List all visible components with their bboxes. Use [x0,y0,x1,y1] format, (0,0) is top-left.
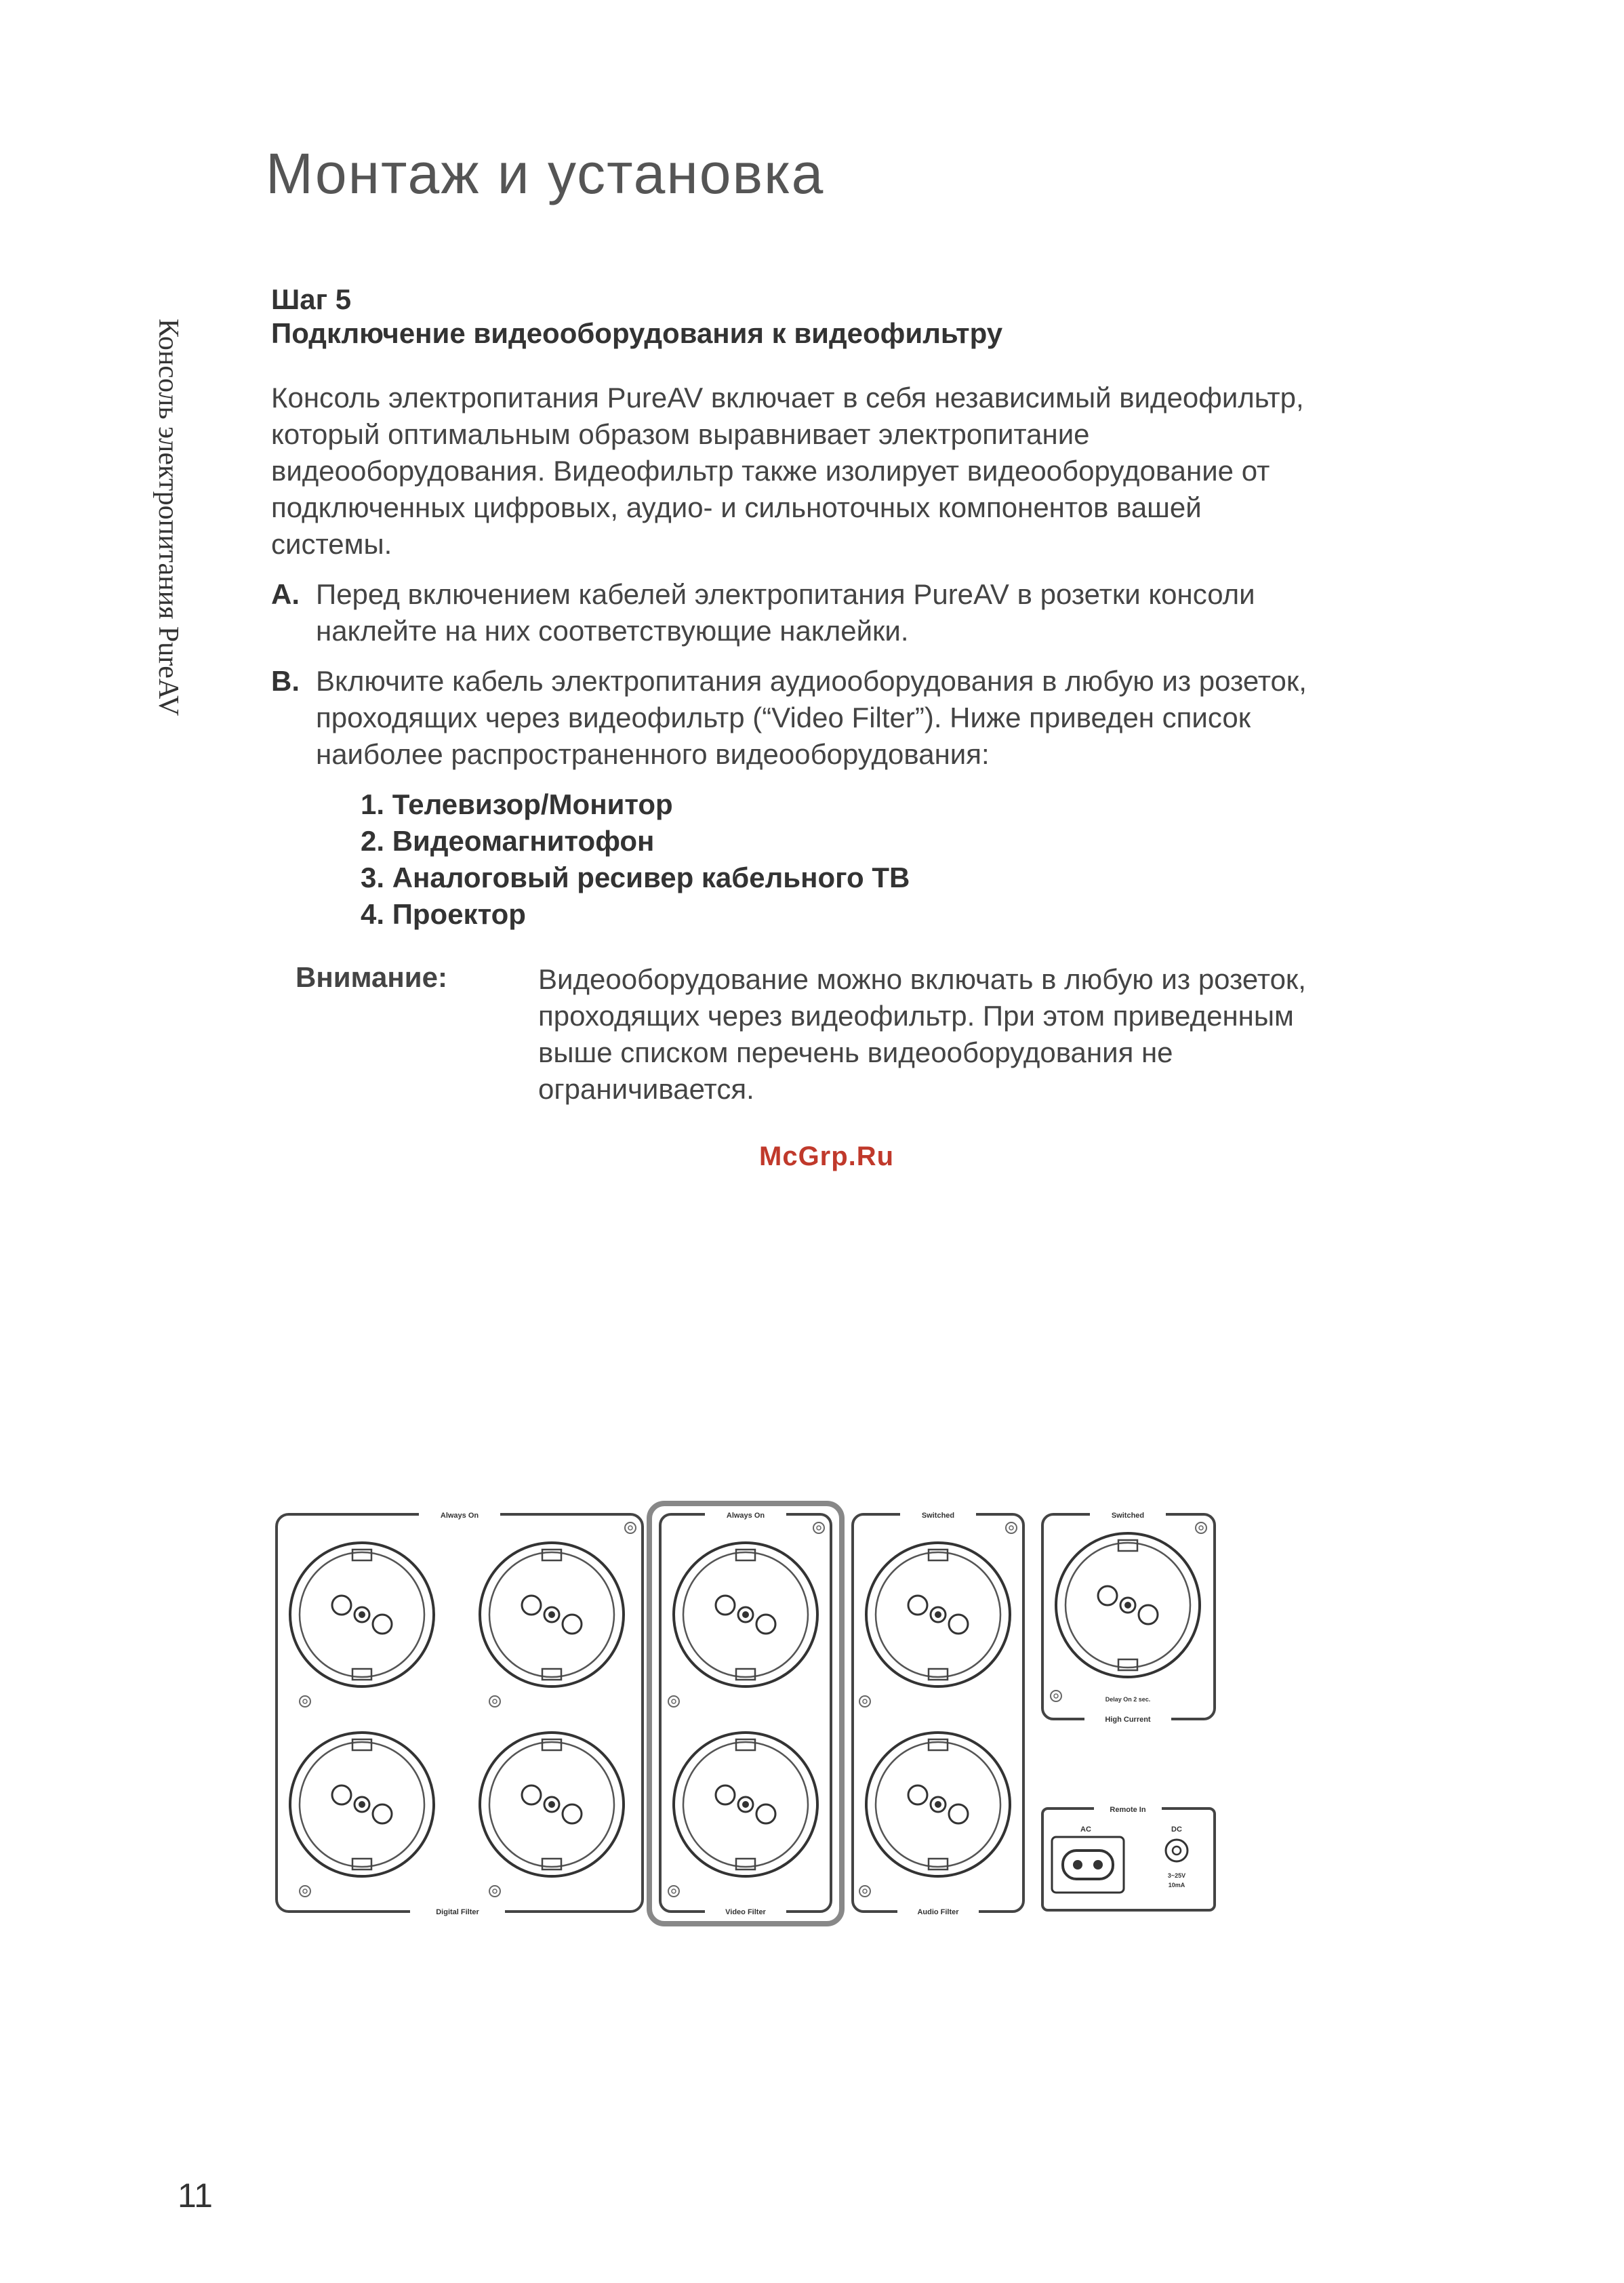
high-bottom-label: High Current [1105,1716,1151,1724]
side-label-text: Консоль электропитания PureAV [153,319,184,716]
equipment-item: 4. Проектор [361,898,526,930]
power-outlet [474,1724,630,1884]
delay-note: Delay On 2 sec. [1105,1696,1151,1703]
watermark: McGrp.Ru [759,1142,895,1171]
power-outlet [668,1535,824,1695]
video-top-label: Always On [726,1512,765,1520]
digital-filter-block [277,1506,643,1920]
ac-inlet-icon [1063,1851,1113,1879]
item-text: Перед включением кабелей электропитания PureAV в розетки консоли наклейте на них соответствующие наклейки. [316,578,1255,647]
power-console-panel-diagram [271,1498,1247,1966]
note-label: Внимание: [296,961,447,993]
video-bottom-label: Video Filter [725,1908,766,1916]
item-marker: A. [271,578,300,610]
audio-top-label: Switched [921,1512,955,1520]
video-filter-block [649,1503,842,1924]
high-current-block [1042,1506,1215,1727]
remote-title: Remote In [1110,1806,1146,1814]
power-outlet [860,1724,1016,1884]
power-outlet [860,1535,1016,1695]
high-top-label: Switched [1111,1512,1145,1520]
page-title: Монтаж и установка [266,142,825,205]
list-item [271,663,1356,778]
dc-label: DC [1171,1825,1182,1834]
item-text: Включите кабель электропитания аудиооборудования в любую из розеток, проходящих через видеофильтр (“Video Filter”). Ниже приведен список наиболее распространенного видеооборудования: [316,665,1307,770]
audio-filter-block [853,1506,1023,1920]
page-number: 11 [178,2177,213,2215]
dc-jack-icon [1166,1840,1187,1861]
remote-in-block [1042,1800,1215,1910]
item-marker: B. [271,665,300,697]
audio-bottom-label: Audio Filter [917,1908,959,1916]
list-item [271,576,1356,651]
equipment-item: 3. Аналоговый ресивер кабельного ТВ [361,862,910,893]
equipment-item: 2. Видеомагнитофон [361,825,655,857]
power-outlet [1050,1525,1206,1685]
digital-bottom-label: Digital Filter [436,1908,479,1916]
power-outlet [284,1535,440,1695]
power-outlet [474,1535,630,1695]
dc-spec-current: 10mA [1168,1882,1185,1888]
note-text: Видеооборудование можно включать в любую из розеток, проходящих через видеофильтр. При этом приведенным выше списком перечень видеооборудования не ограничивается. [538,963,1306,1105]
power-outlet [668,1724,824,1884]
digital-top-label: Always On [440,1512,479,1520]
dc-spec-voltage: 3~25V [1167,1872,1186,1879]
equipment-item: 1. Телевизор/Монитор [361,788,673,820]
section-subtitle: Подключение видеооборудования к видеофильтру [271,317,1003,349]
side-label [153,319,211,807]
ac-label: AC [1080,1825,1091,1834]
step-heading: Шаг 5 [271,283,352,315]
power-outlet [284,1724,440,1884]
intro-paragraph: Консоль электропитания PureAV включает в себя независимый видеофильтр, который оптимальным образом выравнивает электропитание видеооборудования. Видеофильтр также изолирует видеооборудование от подключенных цифровых, аудио- и сильноточных компонентов вашей системы. [271,382,1304,560]
equipment-list [361,786,910,933]
